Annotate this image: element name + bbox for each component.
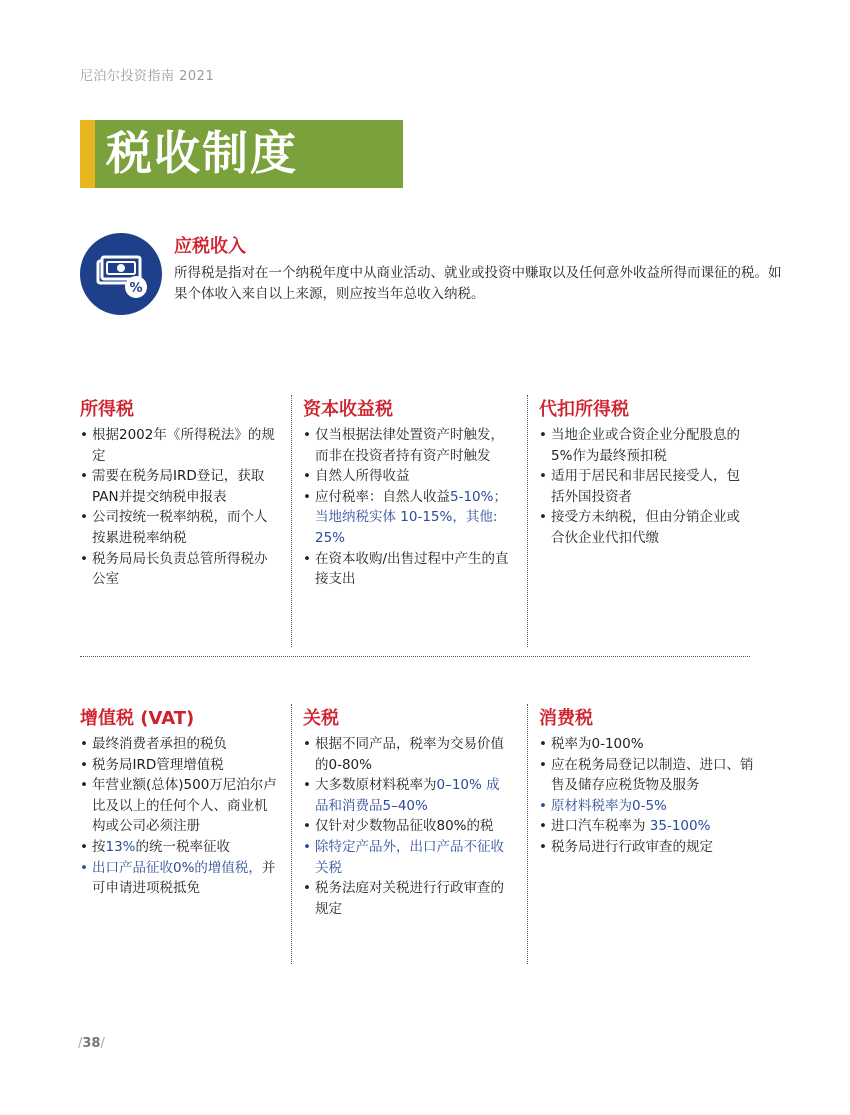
tax-rate-value: 5-10%；当地纳税实体 10-15%，其他: 25% (315, 488, 507, 546)
intro-paragraph: 所得税是指对在一个纳税年度中从商业活动、就业或投资中赚取以及任何意外收益所得而课征的税。如果个体收入来自以上来源，则应按当年总收入纳税。 (174, 265, 782, 302)
raw-material-rate-label: 大多数原材料税率为 (315, 777, 437, 794)
page-number: /38/ (78, 1036, 105, 1051)
vat-export-suffix: 并可申请进项税抵免 (92, 859, 276, 897)
column-divider (527, 704, 528, 964)
capital-gains-heading: 资本收益税 (303, 399, 393, 420)
export-exemption-note: 除特定产品外，出口产品不征收关税 (315, 838, 504, 876)
tax-rate-label: 应付税率：自然人收益 (315, 488, 450, 505)
column-divider (291, 395, 292, 647)
list-item: • 公司按统一税率纳税，而个人按累进税率纳税 (80, 507, 280, 548)
column-divider (527, 395, 528, 647)
list-item (539, 796, 764, 817)
list-item: • 在资本收购/出售过程中产生的直接支出 (303, 549, 513, 590)
list-item: • 根据2002年《所得税法》的规定 (80, 425, 280, 466)
vat-rate-suffix: 的统一税率征收 (135, 838, 231, 855)
customs-list (303, 734, 513, 919)
list-item: • 接受方未纳税，但由分销企业或合伙企业代扣代缴 (539, 507, 749, 548)
car-import-rate-label: 进口汽车税率为 (551, 818, 650, 835)
page-title: 税收制度 (106, 126, 298, 180)
vat-heading: 增值税 (VAT) (80, 708, 195, 729)
withholding-tax-heading: 代扣所得税 (539, 399, 629, 420)
withholding-tax-list (539, 425, 749, 549)
svg-text:%: % (129, 281, 143, 296)
list-item: • 需要在税务局IRD登记，获取PAN并提交纳税申报表 (80, 466, 280, 507)
list-item: • 税务局IRD管理增值税 (80, 755, 280, 776)
list-item: • 税务局局长负责总管所得税办公室 (80, 549, 280, 590)
list-item (303, 837, 513, 878)
list-item: • 税率为0-100% (539, 734, 764, 755)
list-item (80, 837, 280, 858)
document-header: 尼泊尔投资指南 2021 (80, 69, 215, 84)
list-item: • 最终消费者承担的税负 (80, 734, 280, 755)
capital-gains-list (303, 425, 513, 590)
row-divider (80, 656, 750, 657)
list-item (303, 487, 513, 549)
title-accent-strip (80, 120, 95, 188)
vat-list (80, 734, 280, 899)
customs-heading: 关税 (303, 708, 339, 729)
excise-list (539, 734, 764, 858)
vat-export-note: 出口产品征收0%的增值税， (92, 859, 262, 876)
list-item: • 自然人所得收益 (303, 466, 513, 487)
list-item: • 税务局进行行政审查的规定 (539, 837, 764, 858)
list-item: • 适用于居民和非居民接受人，包括外国投资者 (539, 466, 749, 507)
income-tax-heading: 所得税 (80, 399, 134, 420)
excise-raw-material-rate: 原材料税率为0-5% (551, 797, 667, 814)
list-item: • 当地企业或合资企业分配股息的5%作为最终预扣税 (539, 425, 749, 466)
excise-heading: 消费税 (539, 708, 593, 729)
money-percent-icon (80, 233, 162, 315)
list-item: • 仅当根据法律处置资产时触发，而非在投资者持有资产时触发 (303, 425, 513, 466)
list-item: • 根据不同产品，税率为交易价值的0-80% (303, 734, 513, 775)
income-tax-list (80, 425, 280, 590)
list-item: • 仅针对少数物品征收80%的税 (303, 816, 513, 837)
page-number-value: 38 (82, 1036, 101, 1051)
list-item (539, 816, 764, 837)
list-item: • 年营业额(总体)500万尼泊尔卢比及以上的任何个人、商业机构或公司必须注册 (80, 775, 280, 837)
raw-material-rate-value: 0–10% 成品和消费品5–40% (315, 777, 500, 814)
list-item: • 税务法庭对关税进行行政审查的规定 (303, 878, 513, 919)
intro-heading: 应税收入 (174, 236, 246, 257)
vat-rate-value: 13% (105, 838, 136, 855)
car-import-rate-value: 35-100% (649, 818, 711, 835)
list-item: • 应在税务局登记以制造、进口、销售及储存应税货物及服务 (539, 755, 764, 796)
vat-rate-label: 按 (92, 838, 106, 855)
list-item (80, 858, 280, 899)
column-divider (291, 704, 292, 964)
list-item (303, 775, 513, 816)
section-title-banner (80, 120, 403, 188)
